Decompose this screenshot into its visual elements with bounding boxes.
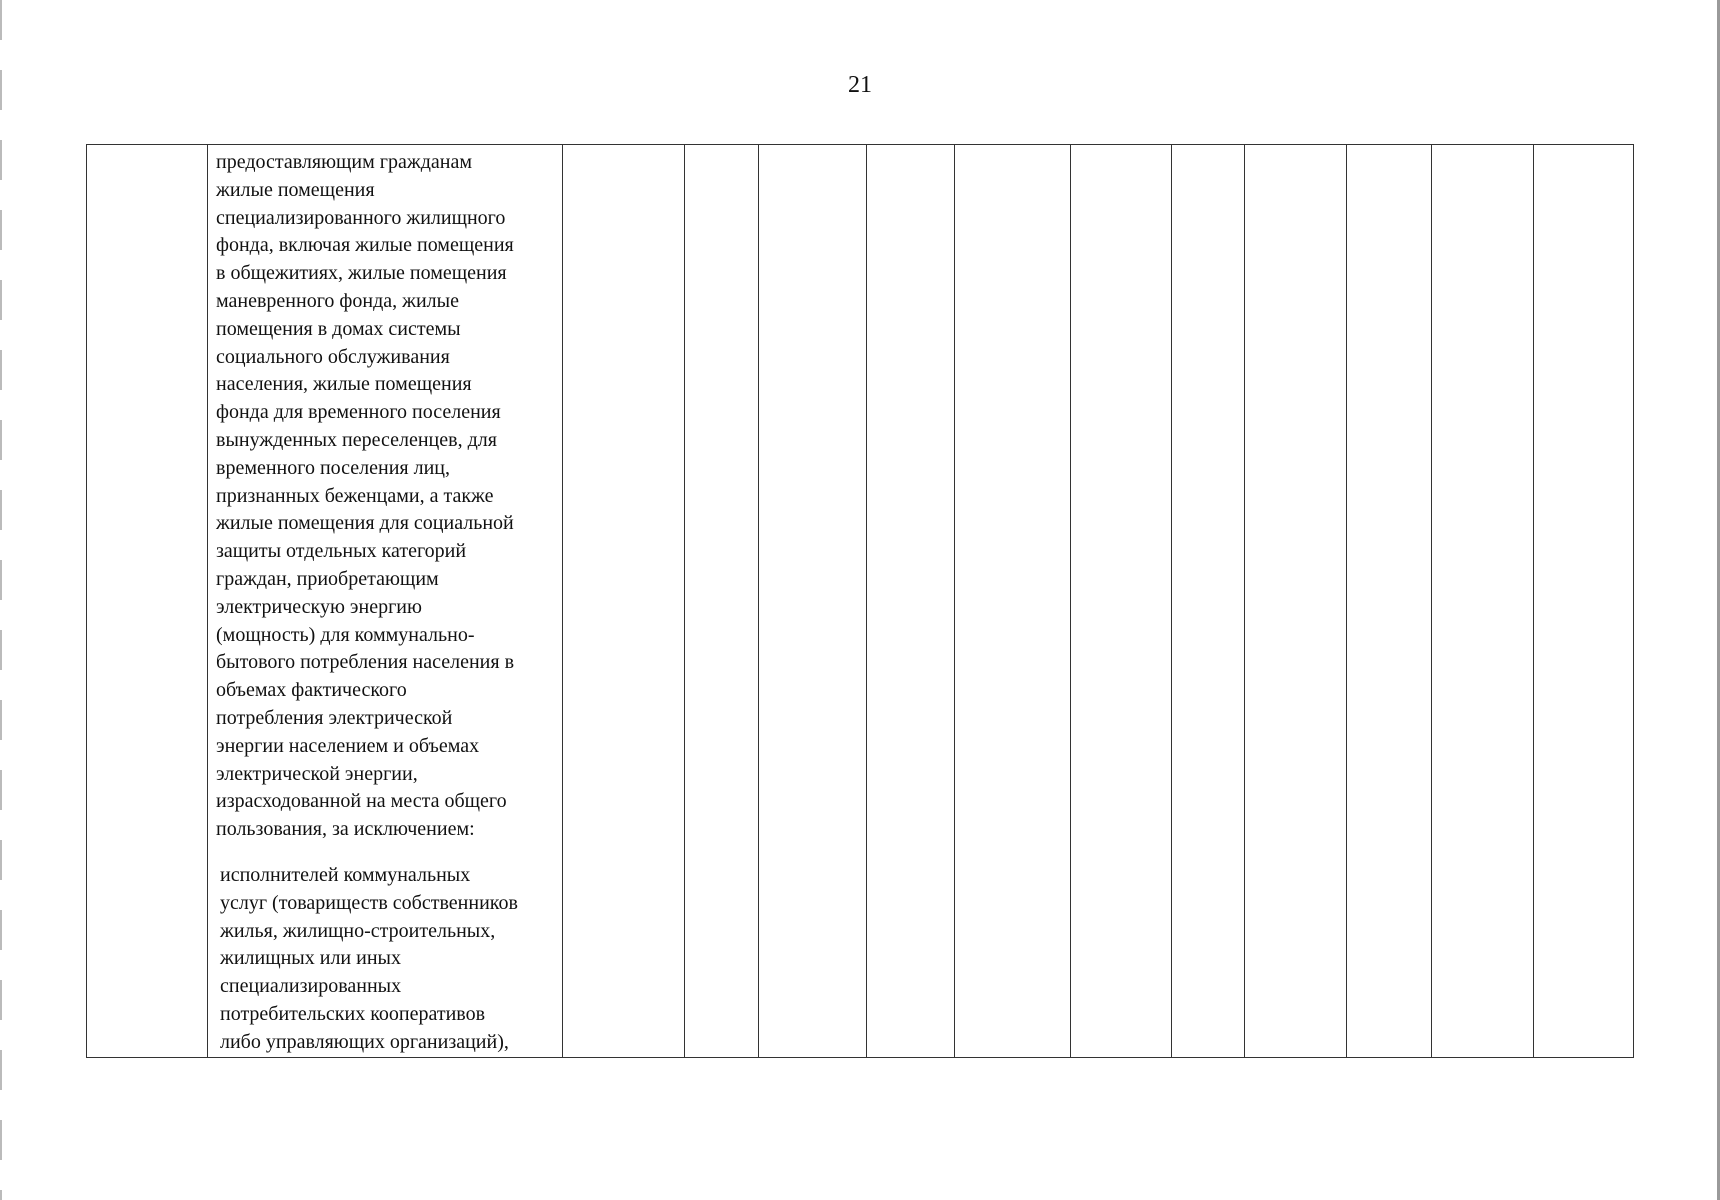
table-cell-empty [685, 145, 759, 1058]
table-cell-empty [1245, 145, 1347, 1058]
document-table [86, 144, 1634, 1058]
table-cell-empty [1432, 145, 1534, 1058]
table-cell-empty [1071, 145, 1172, 1058]
table-cell-empty [1534, 145, 1634, 1058]
table-cell-empty [867, 145, 955, 1058]
table-cell-empty [563, 145, 685, 1058]
table-cell-text [208, 145, 563, 1058]
table-cell-empty [955, 145, 1071, 1058]
table-cell-empty [1172, 145, 1245, 1058]
paragraph-main: предоставляющим гражданам жилые помещения специализированного жилищного фонда, включая жилые помещения в общежитиях, жилые помещения маневренного фонда, жилые помещения в домах системы социального обслуживания населения, жилые помещения фонда для временного поселения вынужденных переселенцев, для временного поселения лиц, признанных беженцами, а также жилые помещения для социальной защиты отдельных категорий граждан, приобретающим электрическую энергию (мощность) для коммунально- бытового потребления населения в объемах фактического потребления электрической энергии населением и объемах электрической энергии, израсходованной на места общего пользования, за исключением: [216, 151, 515, 841]
scan-left-edge [0, 0, 2, 1200]
table-cell-empty [759, 145, 867, 1058]
page-number: 21 [848, 72, 872, 98]
table-row [87, 145, 1634, 1058]
table-cell-empty [1347, 145, 1432, 1058]
table-cell-empty [87, 145, 208, 1058]
paragraph-exception: исполнителей коммунальных услуг (товариществ собственников жилья, жилищно-строительных, жилищных или иных специализированных потребительских кооперативов либо управляющих организаций), [220, 863, 518, 1053]
